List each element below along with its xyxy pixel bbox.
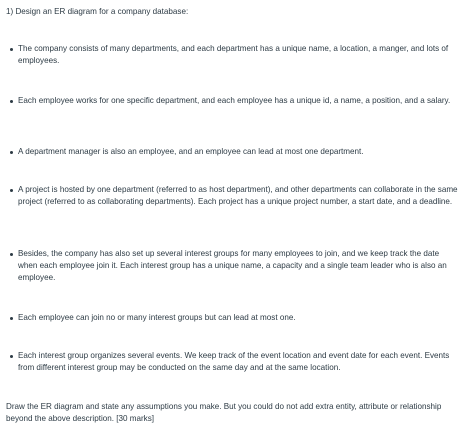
requirement-bullet-projects [10,184,458,208]
requirement-bullet-events [10,350,458,374]
requirement-text: A project is hosted by one department (referred to as host department), and other departments can collaborate in the same project (referred to as collaborating departments). Each project has a unique project number, a start date, and a deadline. [18,185,458,207]
question-instructions: Draw the ER diagram and state any assumptions you make. But you could do not add extra entity, attribute or relationship beyond the above description. [30 marks] [6,402,442,424]
requirement-text: Each interest group organizes several events. We keep track of the event location and event date for each event. Events from different interest group may be conducted on the same day and at the same location. [18,351,450,373]
requirement-text: Each employee works for one specific department, and each employee has a unique id, a name, a position, and a salary. [18,96,451,105]
requirement-text: Besides, the company has also set up several interest groups for many employees to join, and we keep track the date when each employee join it. Each interest group has a unique name, a capacity and a single team leader who is also an employee. [18,249,447,283]
requirement-text: A department manager is also an employee, and an employee can lead at most one department. [18,147,364,156]
bullet-icon [10,317,13,320]
requirement-bullet-manager [10,146,458,158]
bullet-icon [10,189,13,192]
requirement-bullet-membership [10,312,458,324]
requirement-text: Each employee can join no or many interest groups but can lead at most one. [18,313,296,322]
requirement-bullet-interest-groups [10,248,458,285]
requirement-text: The company consists of many departments, and each department has a unique name, a location, a manger, and lots of employees. [18,44,449,66]
requirement-bullet-employees [10,95,458,107]
bullet-icon [10,355,13,358]
bullet-icon [10,100,13,103]
bullet-icon [10,253,13,256]
bullet-icon [10,48,13,51]
requirement-bullet-departments [10,43,458,67]
question-title: 1) Design an ER diagram for a company database: [6,7,189,16]
bullet-icon [10,151,13,154]
